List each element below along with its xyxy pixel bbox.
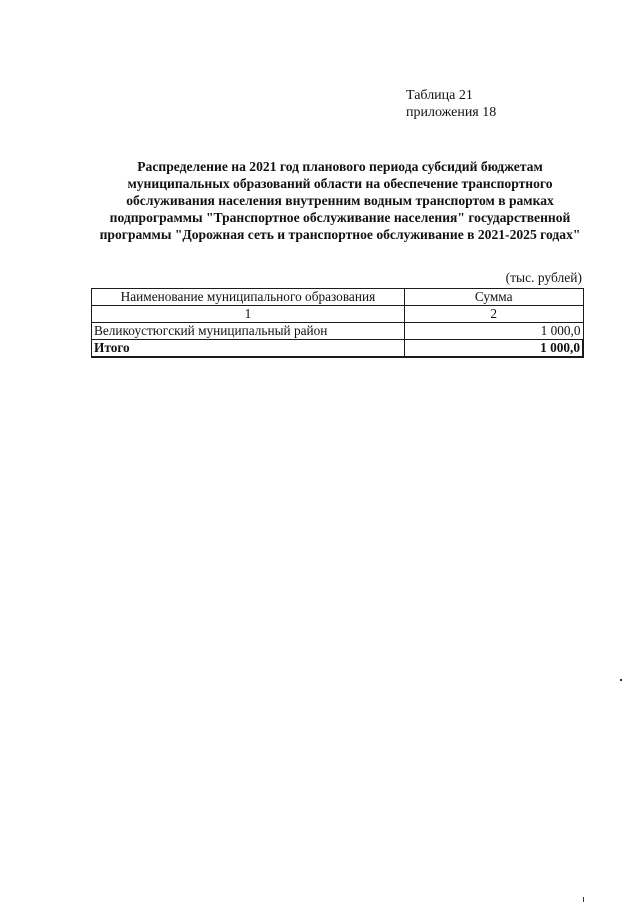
title-line: программы "Дорожная сеть и транспортное обслуживание в 2021-2025 годах" [99, 227, 581, 242]
total-row [92, 340, 584, 358]
total-amount: 1 000,0 [404, 340, 583, 358]
amount-value: 1 000,0 [404, 323, 583, 340]
column-number-2: 2 [404, 306, 583, 323]
table-row [92, 323, 584, 340]
subsidy-table [91, 288, 584, 358]
total-label: Итого [92, 340, 405, 358]
column-number-1: 1 [92, 306, 405, 323]
table-number: Таблица 21 [406, 88, 473, 103]
title-line: муниципальных образований области на обеспечение транспортного [127, 176, 553, 191]
municipality-name: Великоустюгский муниципальный район [92, 323, 405, 340]
header-municipality: Наименование муниципального образования [92, 289, 405, 306]
table-header-row [92, 289, 584, 306]
scan-artifact-mark [583, 897, 584, 902]
units-label: (тыс. рублей) [505, 270, 582, 285]
column-number-row [92, 306, 584, 323]
document-title [80, 158, 600, 243]
header-amount: Сумма [404, 289, 583, 306]
title-line: обслуживания населения внутренним водным транспортом в рамках [126, 193, 554, 208]
title-line: Распределение на 2021 год планового периода субсидий бюджетам [137, 159, 543, 174]
appendix-number: приложения 18 [406, 105, 497, 120]
annex-reference [406, 87, 496, 121]
scan-artifact-mark [620, 679, 622, 681]
title-line: подпрограммы "Транспортное обслуживание населения" государственной [109, 210, 571, 225]
